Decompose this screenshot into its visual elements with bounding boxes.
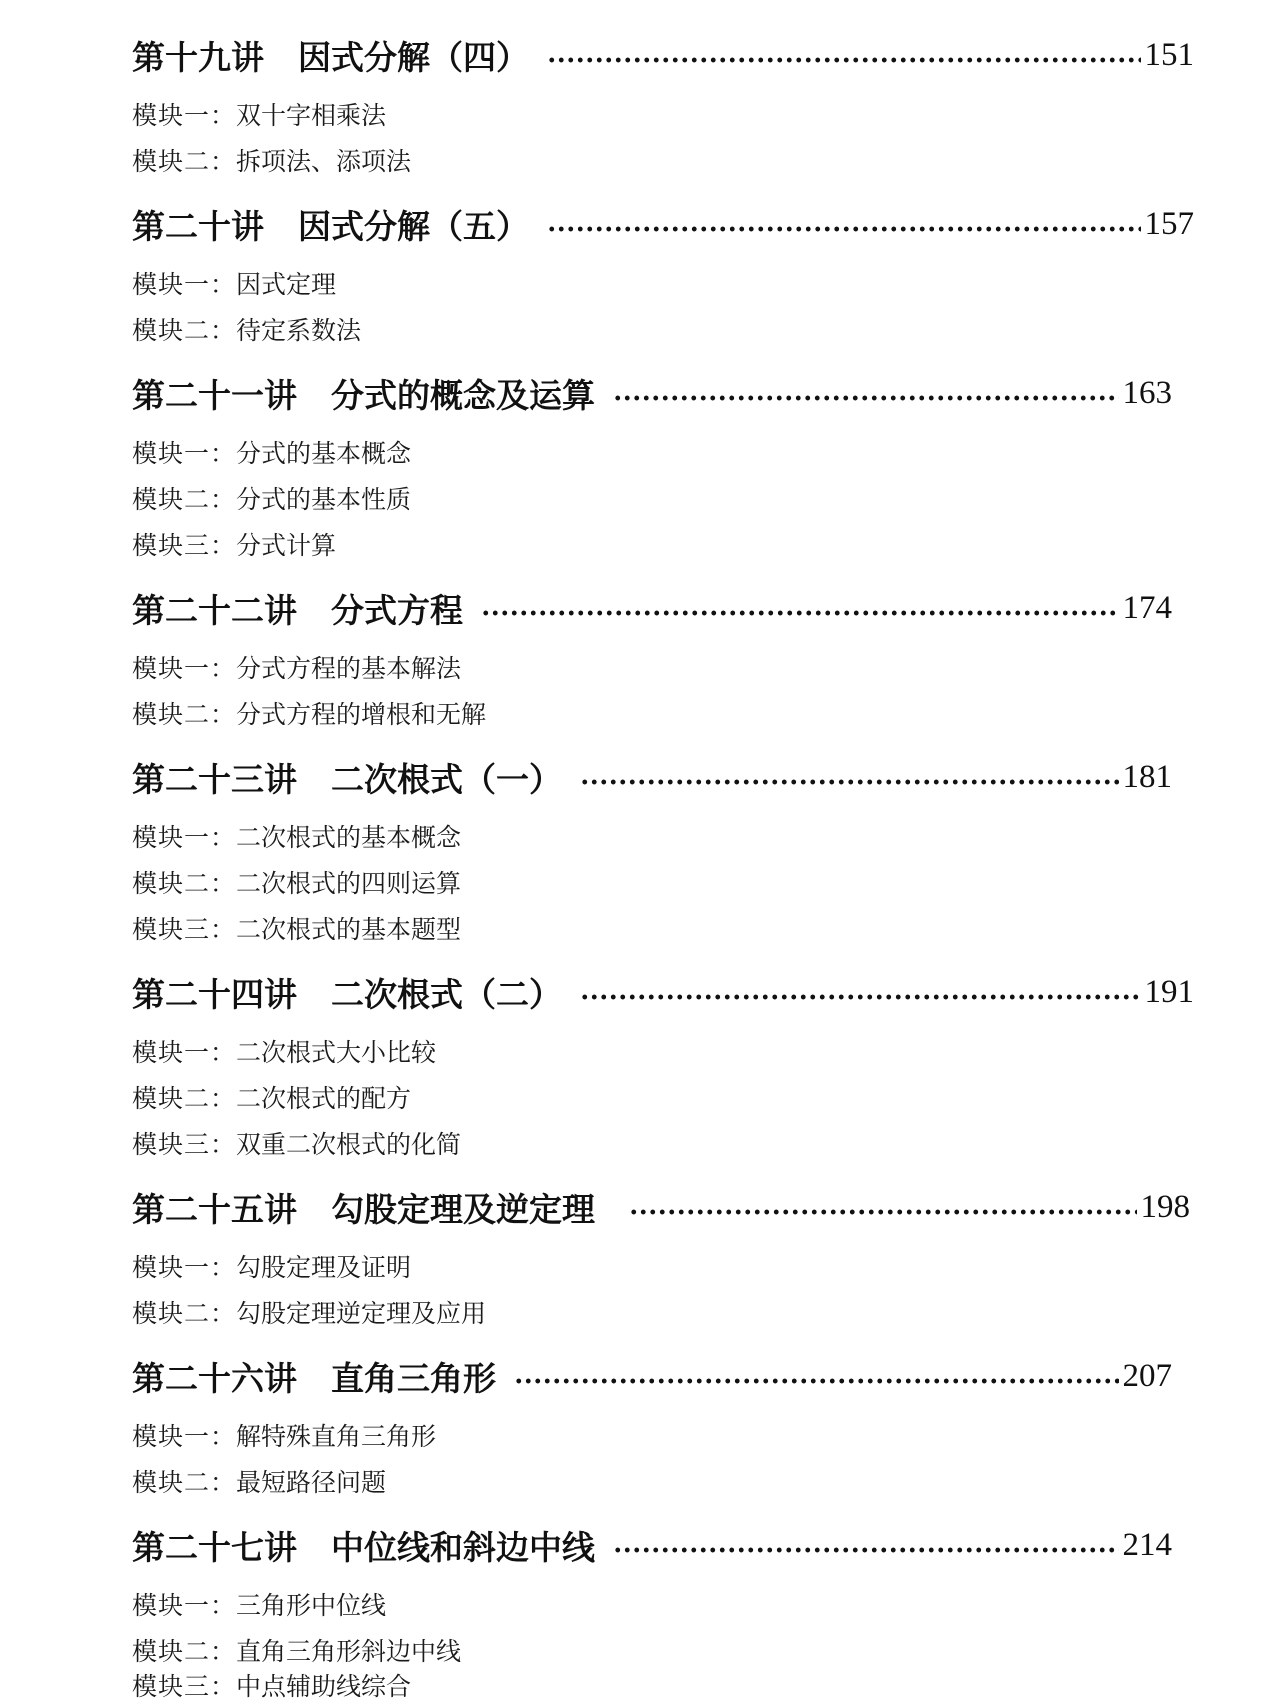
module-title: 分式方程的增根和无解 <box>236 700 487 729</box>
module-title: 解特殊直角三角形 <box>236 1422 437 1451</box>
page-number: 174 <box>1122 589 1172 626</box>
toc-chapter-entry <box>132 368 1172 418</box>
chapter-title: 勾股定理及逆定理 <box>331 1189 595 1229</box>
dot-leader <box>547 30 1141 80</box>
module-label: 模块一： <box>132 270 237 299</box>
chapter-title: 因式分解（五） <box>298 206 529 246</box>
toc-module-entry <box>132 1128 461 1162</box>
chapter-title: 分式的概念及运算 <box>331 375 595 415</box>
module-label: 模块二： <box>132 869 237 898</box>
toc-module-entry <box>132 1670 411 1704</box>
module-title: 分式的基本概念 <box>236 439 412 468</box>
dot-leader <box>629 1182 1137 1232</box>
module-label: 模块三： <box>132 1130 237 1159</box>
module-title: 三角形中位线 <box>236 1591 387 1620</box>
module-label: 模块一： <box>132 823 237 852</box>
toc-chapter-entry <box>132 1520 1172 1570</box>
toc-chapter-entry <box>132 1182 1190 1232</box>
module-title: 因式定理 <box>236 270 337 299</box>
toc-module-entry <box>132 1297 486 1331</box>
module-title: 直角三角形斜边中线 <box>236 1637 462 1666</box>
module-label: 模块二： <box>132 700 237 729</box>
module-title: 分式方程的基本解法 <box>236 654 462 683</box>
toc-module-entry <box>132 698 486 732</box>
toc-module-entry <box>132 268 336 302</box>
dot-leader <box>613 368 1119 418</box>
module-label: 模块一： <box>132 1038 237 1067</box>
page-number: 191 <box>1144 973 1194 1010</box>
toc-module-entry <box>132 821 461 855</box>
chapter-title: 因式分解（四） <box>298 37 529 77</box>
chapter-title: 二次根式（一） <box>331 759 562 799</box>
module-title: 双重二次根式的化简 <box>236 1130 462 1159</box>
toc-module-entry <box>132 652 461 686</box>
toc-chapter-entry <box>132 967 1194 1017</box>
module-title: 二次根式的配方 <box>236 1084 412 1113</box>
module-label: 模块一： <box>132 1591 237 1620</box>
module-label: 模块二： <box>132 1468 237 1497</box>
module-label: 模块二： <box>132 147 237 176</box>
toc-chapter-entry <box>132 199 1194 249</box>
toc-chapter-entry <box>132 583 1172 633</box>
page-number: 163 <box>1122 374 1172 411</box>
module-title: 二次根式的基本题型 <box>236 915 462 944</box>
dot-leader <box>547 199 1141 249</box>
module-label: 模块一： <box>132 439 237 468</box>
module-label: 模块三： <box>132 1672 237 1701</box>
module-title: 双十字相乘法 <box>236 101 387 130</box>
chapter-number: 第二十四讲 <box>132 974 297 1014</box>
toc-module-entry <box>132 314 361 348</box>
toc-module-entry <box>132 1420 436 1454</box>
module-label: 模块三： <box>132 915 237 944</box>
page-number: 207 <box>1122 1357 1172 1394</box>
toc-module-entry <box>132 99 386 133</box>
dot-leader <box>580 967 1141 1017</box>
module-label: 模块二： <box>132 1299 237 1328</box>
dot-leader <box>514 1351 1119 1401</box>
module-label: 模块二： <box>132 1084 237 1113</box>
module-label: 模块一： <box>132 1253 237 1282</box>
chapter-number: 第二十二讲 <box>132 590 297 630</box>
chapter-number: 第二十七讲 <box>132 1527 297 1567</box>
module-title: 分式的基本性质 <box>236 485 412 514</box>
module-label: 模块一： <box>132 101 237 130</box>
module-title: 待定系数法 <box>236 316 362 345</box>
chapter-title: 中位线和斜边中线 <box>331 1527 595 1567</box>
toc-module-entry <box>132 1251 411 1285</box>
module-title: 勾股定理逆定理及应用 <box>236 1299 487 1328</box>
chapter-number: 第二十一讲 <box>132 375 297 415</box>
module-title: 二次根式的基本概念 <box>236 823 462 852</box>
toc-module-entry <box>132 145 411 179</box>
toc-module-entry <box>132 483 411 517</box>
module-label: 模块二： <box>132 485 237 514</box>
module-label: 模块二： <box>132 316 237 345</box>
chapter-number: 第二十六讲 <box>132 1358 297 1398</box>
module-title: 拆项法、添项法 <box>236 147 412 176</box>
module-label: 模块三： <box>132 531 237 560</box>
module-title: 最短路径问题 <box>236 1468 387 1497</box>
chapter-title: 二次根式（二） <box>331 974 562 1014</box>
page-number: 151 <box>1144 36 1194 73</box>
chapter-number: 第二十三讲 <box>132 759 297 799</box>
page-number: 214 <box>1122 1526 1172 1563</box>
toc-chapter-entry <box>132 1351 1172 1401</box>
module-title: 中点辅助线综合 <box>236 1672 412 1701</box>
module-label: 模块一： <box>132 1422 237 1451</box>
module-label: 模块一： <box>132 654 237 683</box>
chapter-number: 第十九讲 <box>132 37 264 77</box>
toc-module-entry <box>132 867 461 901</box>
chapter-number: 第二十讲 <box>132 206 264 246</box>
toc-chapter-entry <box>132 752 1172 802</box>
dot-leader <box>613 1520 1119 1570</box>
toc-module-entry <box>132 1082 411 1116</box>
module-label: 模块二： <box>132 1637 237 1666</box>
dot-leader <box>481 583 1119 633</box>
page-number: 157 <box>1144 205 1194 242</box>
chapter-title: 分式方程 <box>331 590 463 630</box>
chapter-title: 直角三角形 <box>331 1358 496 1398</box>
page-number: 198 <box>1140 1188 1190 1225</box>
toc-module-entry <box>132 1036 436 1070</box>
module-title: 分式计算 <box>236 531 337 560</box>
toc-module-entry <box>132 1635 461 1669</box>
toc-module-entry <box>132 913 461 947</box>
module-title: 二次根式的四则运算 <box>236 869 462 898</box>
page-number: 181 <box>1122 758 1172 795</box>
toc-module-entry <box>132 529 336 563</box>
chapter-number: 第二十五讲 <box>132 1189 297 1229</box>
toc-module-entry <box>132 437 411 471</box>
toc-module-entry <box>132 1589 386 1623</box>
toc-module-entry <box>132 1466 386 1500</box>
module-title: 二次根式大小比较 <box>236 1038 437 1067</box>
toc-chapter-entry <box>132 30 1194 80</box>
module-title: 勾股定理及证明 <box>236 1253 412 1282</box>
dot-leader <box>580 752 1119 802</box>
